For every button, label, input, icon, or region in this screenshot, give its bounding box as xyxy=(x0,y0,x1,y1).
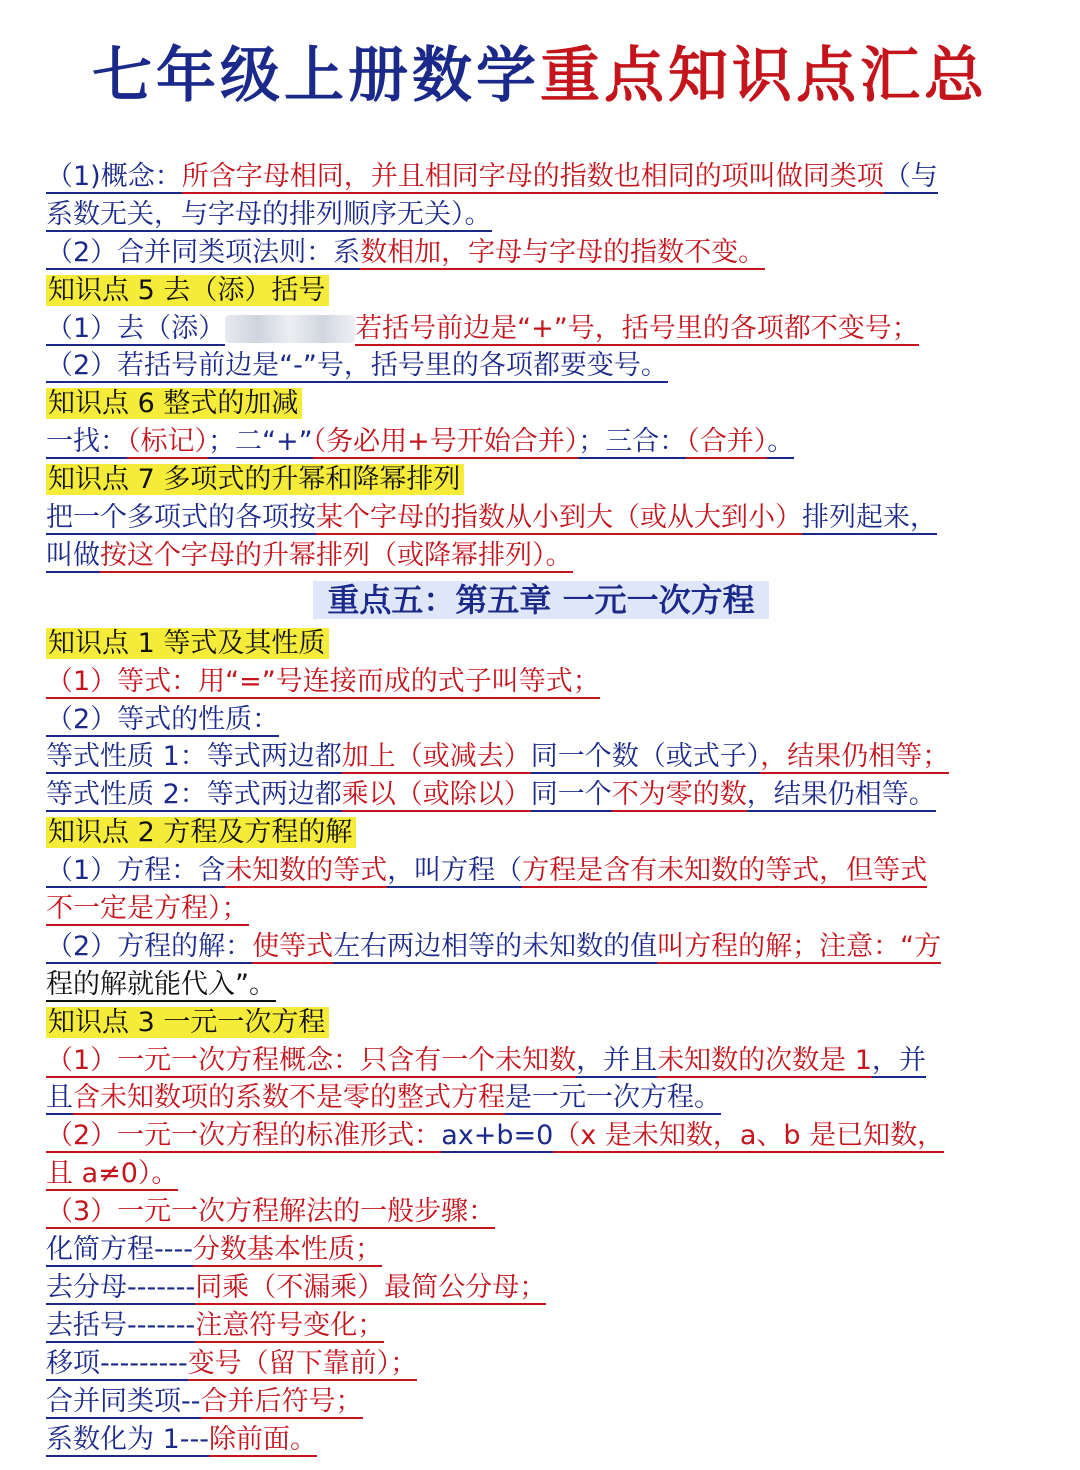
text-segment: ，并且 xyxy=(576,1044,658,1076)
heading-highlight: 知识点 6 整式的加减 xyxy=(46,388,302,419)
knowledge-heading xyxy=(46,385,1036,423)
text-segment: 某个字母的指数从小到大（或从大到小） xyxy=(316,502,802,534)
note-line xyxy=(46,1079,1036,1117)
text-segment: ，结果仍相等； xyxy=(760,741,950,773)
note-line xyxy=(46,776,1036,814)
text-segment: 叫做 xyxy=(46,539,100,571)
note-line xyxy=(46,966,1036,1004)
note-line xyxy=(46,158,1036,196)
knowledge-heading xyxy=(46,461,1036,499)
text-segment: 是一元一次方程。 xyxy=(505,1082,721,1114)
knowledge-heading xyxy=(46,814,1036,852)
text-segment: （合并） xyxy=(686,426,768,458)
text-segment: 一找： xyxy=(46,426,127,458)
text-segment: （2）若括号前边是“-”号，括号里的各项都要变号。 xyxy=(46,350,668,382)
note-line xyxy=(46,1155,1036,1193)
note-line xyxy=(46,499,1036,537)
heading-highlight: 知识点 7 多项式的升幂和降幂排列 xyxy=(46,464,464,495)
text-segment: 加上（或减去） xyxy=(341,741,531,773)
note-line xyxy=(46,663,1036,701)
note-line xyxy=(46,852,1036,890)
step-line xyxy=(46,1231,1036,1269)
text-segment: 数相加，字母与字母的指数不变。 xyxy=(360,236,766,268)
text-segment: （2）一元一次方程的标准形式： xyxy=(46,1120,442,1152)
text-segment: 所含字母相同，并且相同字母的指数也相同的项叫做同类项 xyxy=(181,161,884,192)
heading-highlight: 知识点 1 等式及其性质 xyxy=(46,628,329,659)
text-segment: 排列起来， xyxy=(802,502,937,534)
text-segment: 左右两边相等的未知数的值 xyxy=(333,930,658,962)
text-segment: ax+b=0 xyxy=(441,1120,554,1152)
step-note: 除前面。 xyxy=(209,1423,317,1455)
text-segment: 按这个字母的升幂排列（或降幂排列）。 xyxy=(100,539,573,571)
text-segment: ，结果仍相等。 xyxy=(746,779,936,811)
page-title xyxy=(0,30,1080,122)
text-segment: ，叫方程（ xyxy=(387,855,523,887)
heading-highlight: 知识点 3 一元一次方程 xyxy=(46,1007,329,1038)
text-segment: ；三合： xyxy=(578,426,687,458)
heading-highlight: 知识点 5 去（添）括号 xyxy=(46,275,329,306)
text-segment: 若括号前边是“+”号，括号里的各项都不变号； xyxy=(355,312,919,344)
text-segment: （与 xyxy=(883,161,938,192)
text-segment: 方程是含有未知数的等式，但等式 xyxy=(522,855,928,887)
note-line xyxy=(46,537,1036,575)
text-segment: （2）方程的解： xyxy=(46,930,253,962)
text-segment: 一个未知数 xyxy=(441,1044,577,1076)
text-segment: （2）合并同类项法则：系 xyxy=(46,236,361,268)
note-line xyxy=(46,423,1036,461)
step-line xyxy=(46,1383,1036,1421)
step-note: 变号（留下靠前）； xyxy=(187,1347,418,1379)
text-segment: 叫方程的解；注意：“方 xyxy=(657,930,942,962)
section-heading xyxy=(46,575,1036,625)
text-segment: （1)概念： xyxy=(46,161,182,192)
title-part-red: 重点知识点汇总 xyxy=(540,41,988,111)
text-segment: ；二“+” xyxy=(208,426,313,458)
text-segment: 系数无关，与字母的排列顺序无关）。 xyxy=(46,198,492,230)
text-segment: 使等式 xyxy=(252,930,334,962)
note-line xyxy=(46,1193,1036,1231)
step-name: 化简方程---- xyxy=(46,1234,193,1266)
step-note: 同乘（不漏乘）最简公分母； xyxy=(195,1271,547,1303)
step-note: 合并后符号； xyxy=(200,1385,363,1417)
note-line xyxy=(46,890,1036,928)
step-note: 分数基本性质； xyxy=(192,1234,382,1266)
note-line xyxy=(46,701,1036,739)
text-segment: 未知数的次数是 1 xyxy=(657,1044,872,1076)
text-segment: （1）一元一次方程概念：只含有 xyxy=(46,1044,442,1076)
text-segment: （x 是未知数，a、b 是已知数， xyxy=(553,1120,945,1152)
note-line xyxy=(46,928,1036,966)
text-segment: 含未知数项的系数不是零的整式方程 xyxy=(73,1082,505,1114)
text-segment: 不为零的数 xyxy=(611,779,747,811)
note-line xyxy=(46,738,1036,776)
notes-body xyxy=(46,158,1036,1458)
text-segment: 把一个多项式的各项按 xyxy=(46,502,316,534)
note-line xyxy=(46,347,1036,385)
knowledge-heading xyxy=(46,625,1036,663)
note-line xyxy=(46,1042,1036,1080)
title-part-blue: 七年级上册数学 xyxy=(92,41,540,111)
text-segment: 程的解就能代入”。 xyxy=(46,968,276,1000)
text-segment: （3）一元一次方程解法的一般步骤： xyxy=(46,1196,496,1228)
note-line xyxy=(46,196,1036,234)
text-segment: （标记） xyxy=(127,426,208,458)
text-segment: 且 a≠0）。 xyxy=(46,1158,179,1190)
text-segment: 等式性质 2：等式两边都 xyxy=(46,779,342,811)
step-line xyxy=(46,1421,1036,1459)
step-name: 去括号------- xyxy=(46,1309,196,1341)
page xyxy=(0,30,1080,1470)
text-segment: （务必用+号开始合并） xyxy=(312,426,579,458)
step-line xyxy=(46,1269,1036,1307)
note-line xyxy=(46,234,1036,272)
text-segment: 同一个数（或式子） xyxy=(530,741,761,773)
blurred-region xyxy=(225,315,355,343)
text-segment: 等式性质 1：等式两边都 xyxy=(46,741,342,773)
step-name: 合并同类项-- xyxy=(46,1385,201,1417)
text-segment: （1）去（添） xyxy=(46,312,226,344)
knowledge-heading xyxy=(46,1004,1036,1042)
section-heading-text: 重点五：第五章 一元一次方程 xyxy=(313,581,768,619)
text-segment: 乘以（或除以） xyxy=(341,779,531,811)
text-segment: （1）等式：用“=”号连接而成的式子叫等式； xyxy=(46,665,600,697)
step-line xyxy=(46,1307,1036,1345)
knowledge-heading xyxy=(46,272,1036,310)
step-name: 去分母------- xyxy=(46,1271,196,1303)
note-line xyxy=(46,1117,1036,1155)
text-segment: 不一定是方程）； xyxy=(46,893,249,925)
step-note: 注意符号变化； xyxy=(195,1309,385,1341)
text-segment: 未知数的等式 xyxy=(225,855,388,887)
step-line xyxy=(46,1345,1036,1383)
step-name: 系数化为 1--- xyxy=(46,1423,209,1455)
step-name: 移项--------- xyxy=(46,1347,188,1379)
text-segment: ，并 xyxy=(871,1044,926,1076)
heading-highlight: 知识点 2 方程及方程的解 xyxy=(46,817,356,848)
text-segment: 同一个 xyxy=(530,779,612,811)
text-segment: （2）等式的性质： xyxy=(46,703,280,735)
text-segment: （1）方程：含 xyxy=(46,855,226,887)
text-segment: 且 xyxy=(46,1082,73,1114)
note-line xyxy=(46,310,1036,348)
text-segment: 。 xyxy=(767,426,795,458)
